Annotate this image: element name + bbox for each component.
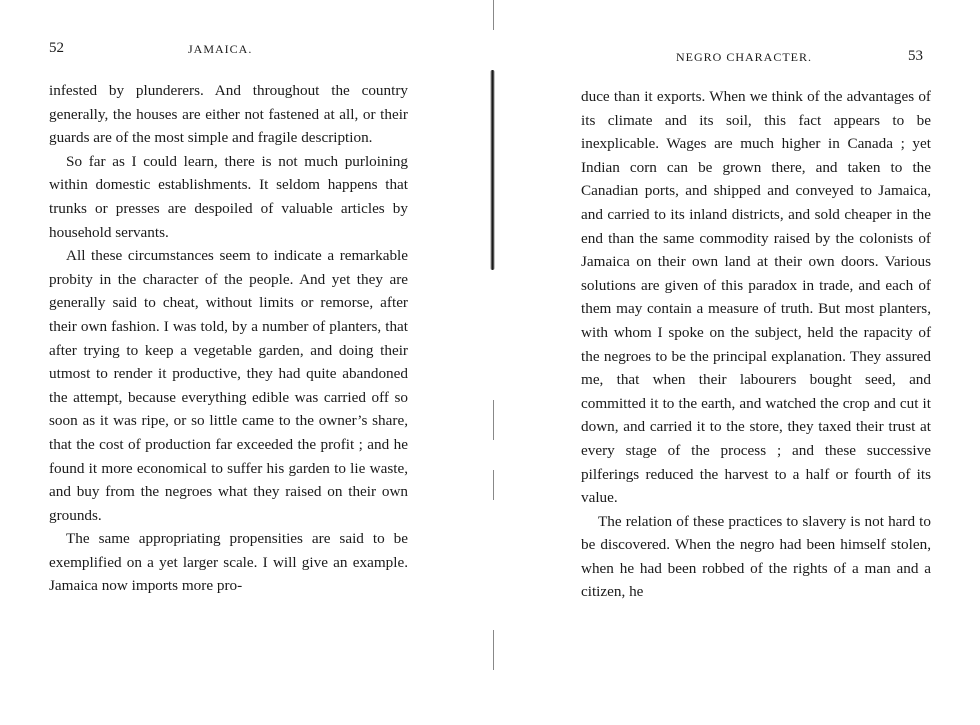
running-head: JAMAICA. bbox=[188, 42, 253, 56]
body-text bbox=[49, 79, 408, 598]
paragraph: So far as I could learn, there is not much purloining within domestic establishments. It seldom happens that trunks or presses are despoiled of valuable articles by household servants. bbox=[49, 152, 408, 241]
paragraph: The relation of these practices to slavery is not hard to be discovered. When the negro had been himself stolen, when he had been robbed of the rights of a man and a citizen, he bbox=[581, 512, 931, 601]
paragraph: The same appropriating propensities are said to be exemplified on a yet larger scale. I will give an example. Jamaica now imports more pro- bbox=[49, 530, 408, 595]
page-number: 52 bbox=[49, 40, 64, 56]
paragraph: infested by plunderers. And throughout the country generally, the houses are either not fastened at all, or their guards are of the most simple and fragile description. bbox=[49, 82, 408, 147]
right-page bbox=[490, 0, 980, 725]
paragraph: duce than it exports. When we think of the advantages of its climate and its soil, this fact appears to be inexplicable. Wages are much higher in Canada ; yet Indian corn can be grown there, and taken to the Canadian ports, and shipped and conveyed to Jamaica, and carried to its inland districts, and sold cheaper in the end than the same commodity raised by the colonists of Jamaica on their own land at their own doors. Various solutions are given of this paradox in trade, and each of them may contain a measure of truth. But most planters, with whom I spoke on the subject, held the rapacity of the negroes to be the principal explanation. They assured me, that when their labourers bought seed, and committed it to the earth, and watched the crop and cut it down, and carried it to the store, they taxed their trust at every stage of the process ; and these successive pilferings reduced the harvest to a half or fourth of its value. bbox=[581, 88, 931, 507]
body-text bbox=[581, 85, 931, 604]
running-head: NEGRO CHARACTER. bbox=[676, 50, 813, 64]
paragraph: All these circumstances seem to indicate a remarkable probity in the character of the people. And yet they are generally said to cheat, without limits or remorse, after their own fashion. I was told, by a number of planters, that after trying to keep a vegetable garden, and doing their utmost to render it productive, they had quite abandoned the attempt, because everything edible was carried off so soon as it was ripe, or so little came to the owner’s share, that the cost of production far exceeded the profit ; and he found it more economical to suffer his garden to lie waste, and buy from the negroes what they raised on their own grounds. bbox=[49, 247, 408, 524]
page-number: 53 bbox=[908, 48, 923, 64]
